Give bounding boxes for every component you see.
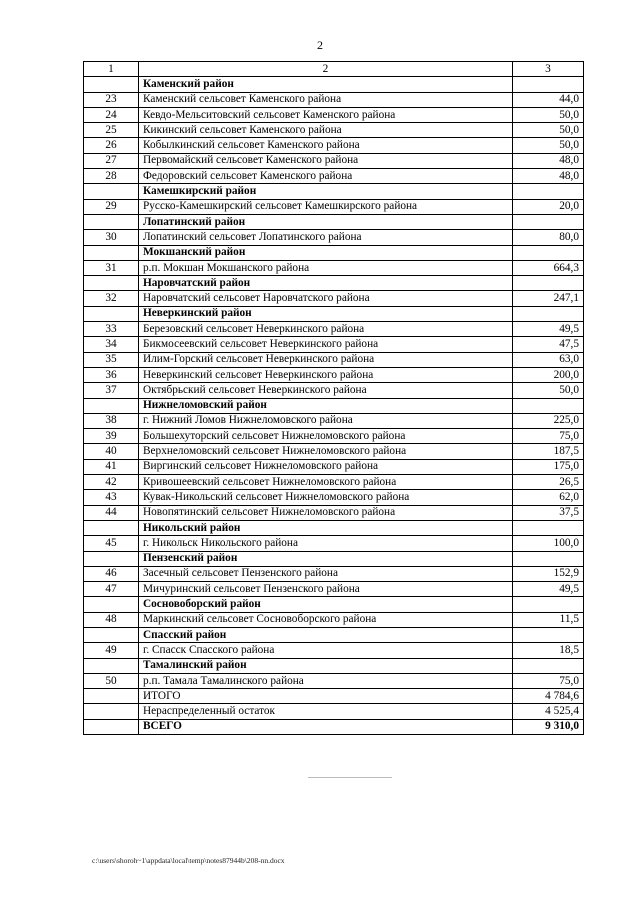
allocation-value: 100,0 — [513, 536, 584, 551]
row-number: 50 — [84, 673, 139, 688]
allocation-value: 50,0 — [513, 123, 584, 138]
district-header-row — [84, 184, 584, 199]
value-cell — [513, 276, 584, 291]
table-row — [84, 444, 584, 459]
municipality-name: г. Нижний Ломов Нижнеломовского района — [139, 413, 513, 428]
row-number: 34 — [84, 337, 139, 352]
allocation-value: 49,5 — [513, 582, 584, 597]
district-header-row — [84, 214, 584, 229]
municipality-name: Новопятинский сельсовет Нижнеломовского района — [139, 505, 513, 520]
district-header-row — [84, 520, 584, 535]
table-row — [84, 337, 584, 352]
table-row — [84, 92, 584, 107]
district-name: Лопатинский район — [139, 214, 513, 229]
municipality-name: Кривошеевский сельсовет Нижнеломовского района — [139, 475, 513, 490]
allocation-value: 20,0 — [513, 199, 584, 214]
table-row — [84, 367, 584, 382]
row-number: 36 — [84, 367, 139, 382]
value-cell — [513, 214, 584, 229]
district-header-row — [84, 597, 584, 612]
table-row — [84, 505, 584, 520]
table-row — [84, 138, 584, 153]
table-row — [84, 291, 584, 306]
municipality-name: Кевдо-Мельситовский сельсовет Каменского района — [139, 107, 513, 122]
row-number: 29 — [84, 199, 139, 214]
grand-total-row — [84, 719, 584, 734]
allocation-value: 47,5 — [513, 337, 584, 352]
municipality-name: Верхнеломовский сельсовет Нижнеломовского района — [139, 444, 513, 459]
row-number: 46 — [84, 566, 139, 581]
table-row — [84, 673, 584, 688]
district-name: Мокшанский район — [139, 245, 513, 260]
row-number: 47 — [84, 582, 139, 597]
allocation-value: 225,0 — [513, 413, 584, 428]
municipality-name: Федоровский сельсовет Каменского района — [139, 169, 513, 184]
table-row — [84, 352, 584, 367]
municipality-name: Кувак-Никольский сельсовет Нижнеломовского района — [139, 490, 513, 505]
allocation-value: 48,0 — [513, 153, 584, 168]
municipality-name: Октябрьский сельсовет Неверкинского района — [139, 383, 513, 398]
header-col-3: 3 — [513, 62, 584, 77]
row-number: 26 — [84, 138, 139, 153]
row-number: 43 — [84, 490, 139, 505]
allocation-table — [83, 61, 584, 735]
municipality-name: Кобылкинский сельсовет Каменского района — [139, 138, 513, 153]
district-name: Сосновоборский район — [139, 597, 513, 612]
total-row — [84, 704, 584, 719]
row-number-cell — [84, 658, 139, 673]
table-row — [84, 383, 584, 398]
municipality-name: Первомайский сельсовет Каменского района — [139, 153, 513, 168]
allocation-value: 50,0 — [513, 138, 584, 153]
district-header-row — [84, 398, 584, 413]
table-row — [84, 612, 584, 627]
row-number-cell — [84, 398, 139, 413]
row-number: 49 — [84, 643, 139, 658]
row-number-cell — [84, 520, 139, 535]
total-value: 4 525,4 — [513, 704, 584, 719]
row-number: 48 — [84, 612, 139, 627]
table-row — [84, 413, 584, 428]
row-number-cell — [84, 689, 139, 704]
row-number: 44 — [84, 505, 139, 520]
file-path: c:\users\shoroh~1\appdata\local\temp\notes87944b\208-nn.docx — [92, 856, 285, 865]
municipality-name: г. Никольск Никольского района — [139, 536, 513, 551]
row-number-cell — [84, 551, 139, 566]
total-label: ИТОГО — [139, 689, 513, 704]
district-name: Никольский район — [139, 520, 513, 535]
municipality-name: р.п. Тамала Тамалинского района — [139, 673, 513, 688]
header-col-2: 2 — [139, 62, 513, 77]
allocation-value: 18,5 — [513, 643, 584, 658]
municipality-name: Маркинский сельсовет Сосновоборского района — [139, 612, 513, 627]
municipality-name: Мичуринский сельсовет Пензенского района — [139, 582, 513, 597]
allocation-value: 75,0 — [513, 429, 584, 444]
table-row — [84, 169, 584, 184]
row-number-cell — [84, 719, 139, 734]
municipality-name: Березовский сельсовет Неверкинского района — [139, 322, 513, 337]
allocation-value: 44,0 — [513, 92, 584, 107]
allocation-value: 200,0 — [513, 367, 584, 382]
value-cell — [513, 77, 584, 92]
allocation-value: 11,5 — [513, 612, 584, 627]
row-number: 30 — [84, 230, 139, 245]
district-header-row — [84, 551, 584, 566]
total-value: 9 310,0 — [513, 719, 584, 734]
table-row — [84, 459, 584, 474]
row-number: 41 — [84, 459, 139, 474]
table-body — [84, 77, 584, 735]
district-header-row — [84, 658, 584, 673]
municipality-name: Русско-Камешкирский сельсовет Камешкирского района — [139, 199, 513, 214]
row-number: 33 — [84, 322, 139, 337]
table-row — [84, 199, 584, 214]
municipality-name: г. Спасск Спасского района — [139, 643, 513, 658]
table-row — [84, 429, 584, 444]
table-row — [84, 123, 584, 138]
row-number: 24 — [84, 107, 139, 122]
allocation-value: 80,0 — [513, 230, 584, 245]
allocation-value: 664,3 — [513, 260, 584, 275]
row-number: 45 — [84, 536, 139, 551]
value-cell — [513, 551, 584, 566]
municipality-name: р.п. Мокшан Мокшанского района — [139, 260, 513, 275]
row-number: 28 — [84, 169, 139, 184]
municipality-name: Виргинский сельсовет Нижнеломовского района — [139, 459, 513, 474]
row-number-cell — [84, 704, 139, 719]
district-header-row — [84, 77, 584, 92]
row-number-cell — [84, 627, 139, 642]
allocation-value: 175,0 — [513, 459, 584, 474]
footer-divider — [308, 777, 392, 778]
allocation-value: 48,0 — [513, 169, 584, 184]
row-number: 27 — [84, 153, 139, 168]
allocation-value: 37,5 — [513, 505, 584, 520]
district-name: Спасский район — [139, 627, 513, 642]
row-number: 32 — [84, 291, 139, 306]
total-label: ВСЕГО — [139, 719, 513, 734]
table-row — [84, 643, 584, 658]
value-cell — [513, 398, 584, 413]
row-number-cell — [84, 184, 139, 199]
allocation-value: 49,5 — [513, 322, 584, 337]
table-header-row — [84, 62, 584, 77]
district-name: Нижнеломовский район — [139, 398, 513, 413]
row-number: 39 — [84, 429, 139, 444]
district-name: Каменский район — [139, 77, 513, 92]
row-number: 31 — [84, 260, 139, 275]
table-row — [84, 490, 584, 505]
district-name: Наровчатский район — [139, 276, 513, 291]
table-row — [84, 260, 584, 275]
row-number: 40 — [84, 444, 139, 459]
table-row — [84, 475, 584, 490]
allocation-value: 63,0 — [513, 352, 584, 367]
row-number: 23 — [84, 92, 139, 107]
table-row — [84, 566, 584, 581]
allocation-value: 247,1 — [513, 291, 584, 306]
district-name: Тамалинский район — [139, 658, 513, 673]
allocation-value: 26,5 — [513, 475, 584, 490]
row-number: 35 — [84, 352, 139, 367]
value-cell — [513, 184, 584, 199]
total-row — [84, 689, 584, 704]
allocation-value: 62,0 — [513, 490, 584, 505]
allocation-value: 75,0 — [513, 673, 584, 688]
district-name: Пензенский район — [139, 551, 513, 566]
district-name: Неверкинский район — [139, 306, 513, 321]
row-number-cell — [84, 77, 139, 92]
municipality-name: Засечный сельсовет Пензенского района — [139, 566, 513, 581]
municipality-name: Бикмосеевский сельсовет Неверкинского района — [139, 337, 513, 352]
value-cell — [513, 658, 584, 673]
municipality-name: Большехуторский сельсовет Нижнеломовского района — [139, 429, 513, 444]
district-header-row — [84, 627, 584, 642]
row-number: 42 — [84, 475, 139, 490]
table-row — [84, 107, 584, 122]
municipality-name: Неверкинский сельсовет Неверкинского района — [139, 367, 513, 382]
row-number-cell — [84, 306, 139, 321]
page-number: 2 — [317, 38, 323, 52]
table-row — [84, 582, 584, 597]
total-value: 4 784,6 — [513, 689, 584, 704]
value-cell — [513, 597, 584, 612]
municipality-name: Каменский сельсовет Каменского района — [139, 92, 513, 107]
table-row — [84, 153, 584, 168]
value-cell — [513, 520, 584, 535]
municipality-name: Наровчатский сельсовет Наровчатского района — [139, 291, 513, 306]
value-cell — [513, 245, 584, 260]
row-number: 38 — [84, 413, 139, 428]
table-row — [84, 322, 584, 337]
table-row — [84, 230, 584, 245]
district-header-row — [84, 245, 584, 260]
row-number: 25 — [84, 123, 139, 138]
municipality-name: Лопатинский сельсовет Лопатинского района — [139, 230, 513, 245]
district-header-row — [84, 276, 584, 291]
district-header-row — [84, 306, 584, 321]
allocation-value: 50,0 — [513, 383, 584, 398]
row-number-cell — [84, 214, 139, 229]
table-row — [84, 536, 584, 551]
row-number: 37 — [84, 383, 139, 398]
row-number-cell — [84, 597, 139, 612]
value-cell — [513, 627, 584, 642]
municipality-name: Кикинский сельсовет Каменского района — [139, 123, 513, 138]
header-col-1: 1 — [84, 62, 139, 77]
row-number-cell — [84, 276, 139, 291]
total-label: Нераспределенный остаток — [139, 704, 513, 719]
row-number-cell — [84, 245, 139, 260]
municipality-name: Илим-Горский сельсовет Неверкинского района — [139, 352, 513, 367]
value-cell — [513, 306, 584, 321]
allocation-value: 50,0 — [513, 107, 584, 122]
allocation-value: 187,5 — [513, 444, 584, 459]
district-name: Камешкирский район — [139, 184, 513, 199]
allocation-value: 152,9 — [513, 566, 584, 581]
